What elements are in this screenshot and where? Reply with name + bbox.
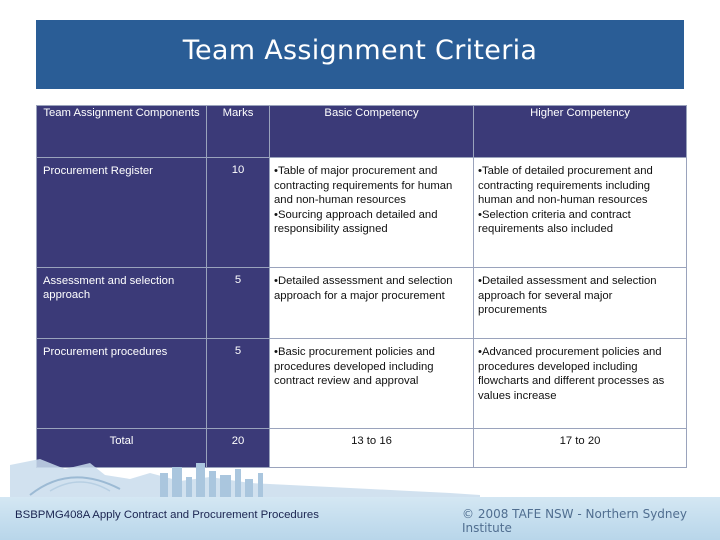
higher-bullet: •Table of detailed procurement and contracting requirements including human and non-human resources — [478, 165, 653, 206]
row-component: Assessment and selection approach — [37, 268, 207, 339]
row-component: Procurement procedures — [37, 339, 207, 429]
row-basic — [270, 268, 474, 339]
row-higher — [474, 158, 687, 268]
header-basic: Basic Competency — [270, 106, 474, 158]
higher-bullet: •Selection criteria and contract requirements also included — [478, 208, 631, 235]
page-title: Team Assignment Criteria — [182, 35, 538, 66]
row-marks: 5 — [207, 339, 270, 429]
header-marks: Marks — [207, 106, 270, 158]
higher-bullet: •Advanced procurement policies and procedures developed including flowcharts and different processes as values increase — [478, 346, 665, 402]
row-basic — [270, 339, 474, 429]
basic-bullet: •Table of major procurement and contracting requirements for human and non-human resources — [274, 165, 453, 206]
table-header-row — [37, 106, 687, 158]
basic-bullet: •Detailed assessment and selection approach for a major procurement — [274, 275, 453, 302]
title-bar — [36, 20, 684, 89]
table-row — [37, 268, 687, 339]
course-footer: BSBPMG408A Apply Contract and Procurement Procedures — [15, 509, 319, 521]
basic-bullet: •Sourcing approach detailed and responsibility assigned — [274, 208, 438, 235]
header-higher: Higher Competency — [474, 106, 687, 158]
header-components: Team Assignment Components — [37, 106, 207, 158]
criteria-table — [36, 105, 687, 468]
row-basic — [270, 158, 474, 268]
row-higher — [474, 268, 687, 339]
row-component: Procurement Register — [37, 158, 207, 268]
row-marks: 5 — [207, 268, 270, 339]
basic-bullet: •Basic procurement policies and procedures developed including contract review and approval — [274, 346, 435, 387]
table-row — [37, 158, 687, 268]
city-skyline-graphic — [10, 455, 480, 500]
copyright-footer: © 2008 TAFE NSW - Northern Sydney Institute — [462, 507, 688, 535]
row-higher — [474, 339, 687, 429]
total-basic: 13 to 16 — [270, 429, 474, 468]
total-label: Total — [37, 429, 207, 468]
total-marks: 20 — [207, 429, 270, 468]
table-row — [37, 339, 687, 429]
total-higher: 17 to 20 — [474, 429, 687, 468]
row-marks: 10 — [207, 158, 270, 268]
higher-bullet: •Detailed assessment and selection approach for several major procurements — [478, 275, 657, 316]
